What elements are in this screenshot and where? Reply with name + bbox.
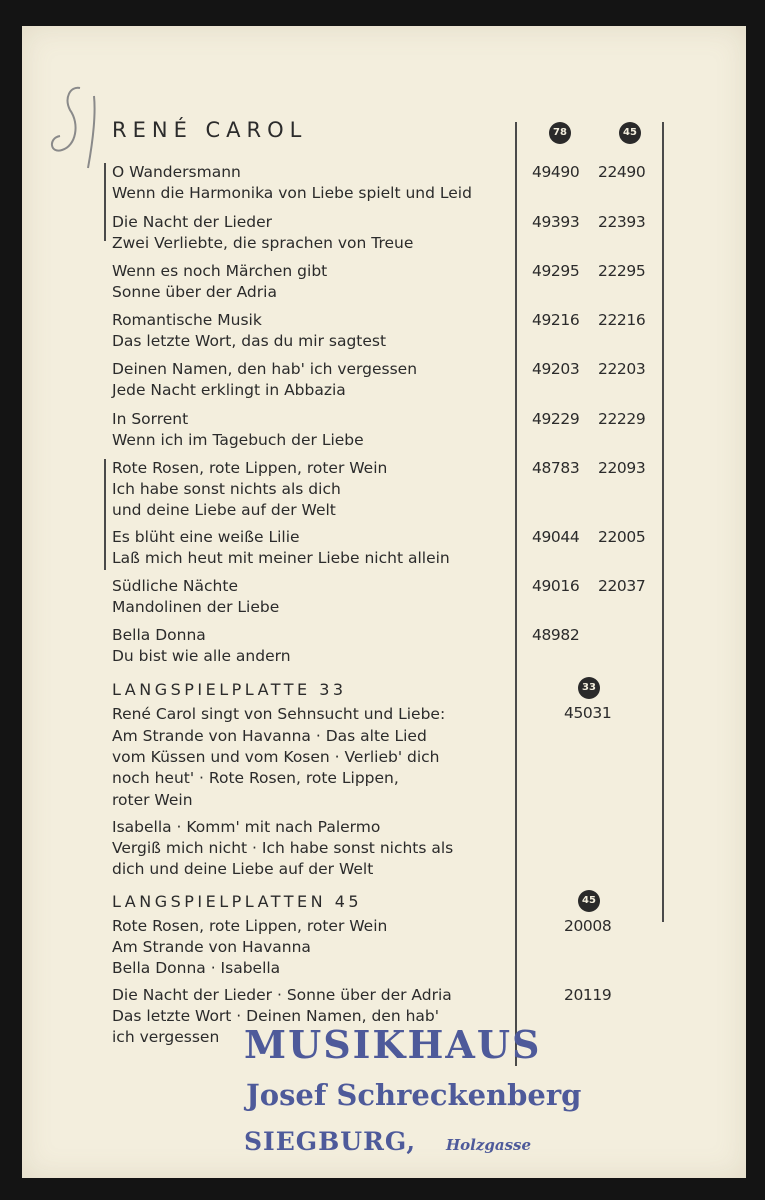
- song-title: Es blüht eine weiße Lilie: [112, 528, 300, 546]
- catalog-number-78: 49044: [532, 528, 580, 546]
- song-title: Wenn es noch Märchen gibt: [112, 262, 328, 280]
- lp33-track-line: Am Strande von Havanna · Das alte Lied: [112, 727, 427, 745]
- section-bar-2: [104, 459, 106, 541]
- catalog-number-45: 22295: [598, 262, 646, 280]
- catalog-number-78: 49229: [532, 410, 580, 428]
- speed-45-badge-ep: 45: [578, 890, 600, 912]
- song-subtitle: Jede Nacht erklingt in Abbazia: [112, 381, 346, 399]
- stamp-street: Holzgasse: [446, 1136, 532, 1154]
- ep45-track-line: Die Nacht der Lieder · Sonne über der Adria: [112, 986, 452, 1004]
- ep45-catalog-number: 20119: [564, 986, 612, 1004]
- song-subtitle: Du bist wie alle andern: [112, 647, 291, 665]
- speed-33-badge: 33: [578, 677, 600, 699]
- stamp-owner: Josef Schreckenberg: [246, 1078, 582, 1112]
- song-subtitle: Wenn die Harmonika von Liebe spielt und Leid: [112, 184, 472, 202]
- catalog-number-45: 22216: [598, 311, 646, 329]
- catalog-number-45: 22229: [598, 410, 646, 428]
- catalog-number-78: 49393: [532, 213, 580, 231]
- lp33-track-line: Isabella · Komm' mit nach Palermo: [112, 818, 381, 836]
- speed-78-badge: 78: [549, 122, 571, 144]
- song-title: O Wandersmann: [112, 163, 241, 181]
- lp33-track-line: dich und deine Liebe auf der Welt: [112, 860, 374, 878]
- catalog-number-45: 22490: [598, 163, 646, 181]
- lp33-track-line: noch heut' · Rote Rosen, rote Lippen,: [112, 769, 399, 787]
- catalog-number-78: 49490: [532, 163, 580, 181]
- catalog-card: [22, 26, 746, 1178]
- song-title: Die Nacht der Lieder: [112, 213, 273, 231]
- catalog-number-45: 22093: [598, 459, 646, 477]
- stamp-city: SIEGBURG,: [244, 1127, 417, 1156]
- ep45-track-line: Rote Rosen, rote Lippen, roter Wein: [112, 917, 388, 935]
- catalog-number-45: 22037: [598, 577, 646, 595]
- song-title: Rote Rosen, rote Lippen, roter Wein: [112, 459, 388, 477]
- lp33-track-line: roter Wein: [112, 791, 193, 809]
- ep45-track-line: Am Strande von Havanna: [112, 938, 311, 956]
- artist-title: RENÉ CAROL: [112, 118, 308, 142]
- song-subtitle: Laß mich heut mit meiner Liebe nicht allein: [112, 549, 450, 567]
- catalog-number-78: 49203: [532, 360, 580, 378]
- lp33-track-line: Vergiß mich nicht · Ich habe sonst nichts als: [112, 839, 454, 857]
- lp33-track-line: René Carol singt von Sehnsucht und Liebe:: [112, 705, 446, 723]
- ep45-track-line: ich vergessen: [112, 1028, 220, 1046]
- section-bar-1: [104, 163, 106, 241]
- catalog-number-78: 49016: [532, 577, 580, 595]
- song-title: Südliche Nächte: [112, 577, 238, 595]
- catalog-number-78: 48982: [532, 626, 580, 644]
- section-bar-3: [104, 534, 106, 570]
- song-title: Bella Donna: [112, 626, 206, 644]
- pencil-mark-icon: [40, 76, 110, 176]
- song-subtitle: Wenn ich im Tagebuch der Liebe: [112, 431, 364, 449]
- catalog-number-78: 48783: [532, 459, 580, 477]
- catalog-number-45: 22203: [598, 360, 646, 378]
- song-subtitle: Zwei Verliebte, die sprachen von Treue: [112, 234, 414, 252]
- song-title: Romantische Musik: [112, 311, 262, 329]
- catalog-number-78: 49295: [532, 262, 580, 280]
- stamp-musikhaus: MUSIKHAUS: [244, 1022, 542, 1067]
- song-subtitle: Das letzte Wort, das du mir sagtest: [112, 332, 387, 350]
- song-title: In Sorrent: [112, 410, 189, 428]
- ep45-heading: LANGSPIELPLATTEN 45: [112, 892, 363, 911]
- column-divider-right: [662, 122, 664, 922]
- ep45-track-line: Das letzte Wort · Deinen Namen, den hab': [112, 1007, 440, 1025]
- song-title: Deinen Namen, den hab' ich vergessen: [112, 360, 418, 378]
- song-subtitle: Ich habe sonst nichts als dich: [112, 480, 341, 498]
- speed-45-badge: 45: [619, 122, 641, 144]
- song-subtitle: Mandolinen der Liebe: [112, 598, 280, 616]
- column-divider-left: [515, 122, 517, 1066]
- catalog-number-45: 22005: [598, 528, 646, 546]
- ep45-catalog-number: 20008: [564, 917, 612, 935]
- lp33-number: 45031: [564, 704, 612, 722]
- catalog-number-45: 22393: [598, 213, 646, 231]
- catalog-number-78: 49216: [532, 311, 580, 329]
- ep45-track-line: Bella Donna · Isabella: [112, 959, 281, 977]
- lp33-track-line: vom Küssen und vom Kosen · Verlieb' dich: [112, 748, 440, 766]
- song-subtitle: Sonne über der Adria: [112, 283, 277, 301]
- song-subtitle: und deine Liebe auf der Welt: [112, 501, 336, 519]
- lp33-heading: LANGSPIELPLATTE 33: [112, 680, 347, 699]
